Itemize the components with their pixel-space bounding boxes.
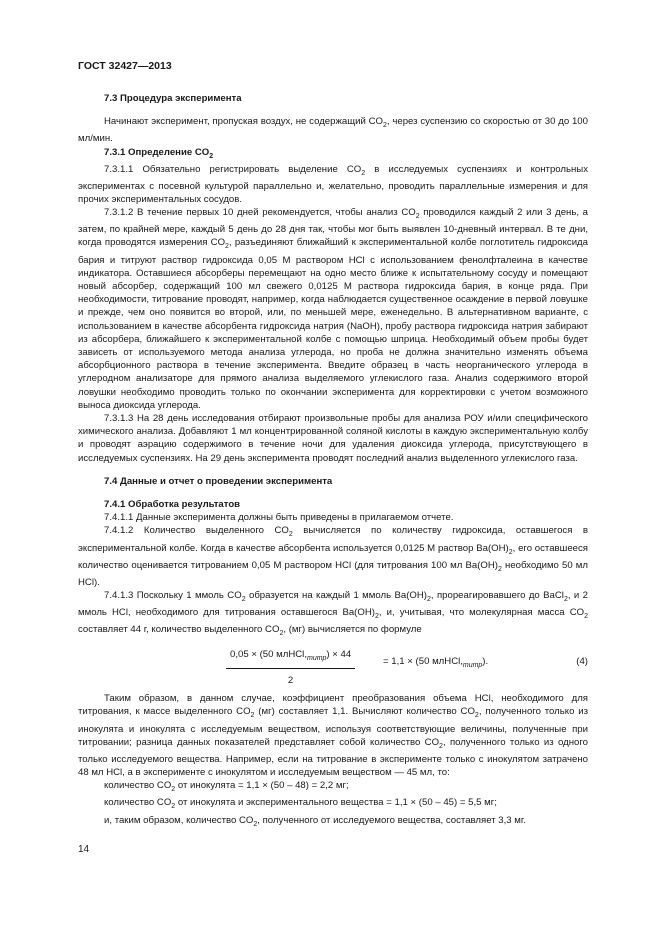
paragraph-7-3-1-1: 7.3.1.1 Обязательно регистрировать выделение $CO_2$ в исследуемых суспензиях и контрольных экспериментах с посевной культурой параллельно и, желательно, проводить параллельные измерения и для прочих экспериментальных сосудов. [78, 163, 588, 205]
paragraph-thus: Таким образом, в данном случае, коэффициент преобразования объема HCl, необходимого для титрования, к массе выделенного $CO_2$ (мг) составляет 1,1. Вычисляют количество $CO_2$, полученного только из инокулята и инокулята с исследуемым веществом, используя соответствующие величины, полученные при титровании; разница данных показателей представляет собой количество $CO_2$, полученного только из одного только исследуемого вещества. Например, если на титрование в эксперименте только с инокулятом затрачено 48 мл HCl, а в эксперименте с инокулятом и исследуемым веществом — 45 мл, то: [78, 693, 589, 779]
formula-number: (4) [576, 656, 588, 668]
paragraph-7-3-1-2: 7.3.1.2 В течение первых 10 дней рекомендуется, чтобы анализ $CO_2$ проводился каждый 2 или 3 день, а затем, по крайней мере, каждый 5 день до 28 дня так, чтобы мог быть выявлен 10-дневный интервал. В те дни, когда проводятся измерения $CO_2$, разъединяют ближайший к экспериментальной колбе поглотитель гидроксида бария и титруют раствор гидроксида 0,05 М раствором HCl с использованием фенолфталеина в качестве индикатора. Оставшиеся абсорберы перемещают на одно место ближе к испытательному сосуду и помещают новый абсорбер, содержащий 100 мл свежего 0,0125 М раствора гидроксида бария, в конце ряда. При необходимости, титрование проводят, например, когда наблюдается существенное осаждение в первой ловушке и прежде, чем оно появится во второй, или, по меньшей мере, еженедельно. В альтернативном варианте, с использованием в качестве абсорбента гидроксида натрия (NaOH), пробу раствора гидроксида натрия забирают из абсорбера, ближайшего к экспериментальной колбе с помощью шприца. Необходимый объем пробы будет зависеть от используемого метода анализа углерода, но проба не должна значительно изменять объема абсорбционного раствора в течение эксперимента. Введите образец в часть неорганического углерода в углеродном анализаторе для прямого анализа выделяемого углекислого газа. Анализ содержимого второй ловушки необходимо проводить только по окончании эксперимента для корректировки с учетом возможного выноса диоксида углерода. [78, 207, 588, 411]
page-number: 14 [78, 844, 90, 855]
section-7-3-heading: 7.3 Процедура эксперимента [104, 93, 242, 104]
formula-numerator: 0,05 × (50 $млHCl,_{титр}) \times 44$ [226, 648, 355, 669]
formula-4 [78, 646, 588, 687]
paragraph-7-4-1-1: 7.4.1.1 Данные эксперимента должны быть приведены в прилагаемом отчете. [104, 512, 454, 524]
section-7-3-1-heading: 7.3.1 Определение $CO_2$ [104, 146, 214, 160]
section-7-4-heading: 7.4 Данные и отчет о проведении эксперимента [104, 475, 333, 487]
document-code: ГОСТ 32427—2013 [78, 60, 172, 72]
calc-inoculum: количество $CO_2$ от инокулята = 1,1 × (50 – 48) = 2,2 мг; [104, 780, 349, 794]
formula-right-side: = 1,1 × (50 $млHCl,_{титр}$). [383, 656, 489, 670]
calc-inoculum-and-substance: количество $CO_2$ от инокулята и экспериментального вещества = 1,1 × (50 – 45) = 5,5 мг; [104, 797, 497, 811]
paragraph-intro: Начинают эксперимент, пропуская воздух, не содержащий $CO_2$, через суспензию со скоростью от 30 до 100 мл/мин. [78, 116, 588, 145]
formula-denominator: 2 [287, 675, 294, 687]
section-7-4-1-heading: 7.4.1 Обработка результатов [104, 499, 241, 511]
paragraph-7-3-1-3: 7.3.1.3 На 28 день исследования отбирают произвольные пробы для анализа РОУ и/или специфического химического анализа. Добавляют 1 мл концентрированной соляной кислоты в каждую экспериментальную колбу и проводят аэрацию содержимого в течение ночи для удаления диоксида углерода, присутствующего в исследуемых суспензиях. На 29 день эксперимента проводят последний анализ выделенного углекислого газа. [78, 413, 588, 464]
paragraph-7-4-1-2: 7.4.1.2 Количество выделенного $CO_2$ вычисляется по количеству гидроксида, оставшегося в экспериментальной колбе. Когда в качестве абсорбента используется 0,0125 М раствор $Ba(OH)_2$, его оставшееся количество оценивается титрованием 0,05 М раствором HCl (для титрования 100 мл $Ba(OH)_2$ необходимо 50 мл HCl). [78, 525, 589, 588]
paragraph-7-4-1-3: 7.4.1.3 Поскольку 1 ммоль $CO_2$ образуется на каждый 1 ммоль $Ba(OH)_2$, прореагировавшего до BaCl$_2$, и 2 ммоль HCl, необходимого для титрования оставшегося $Ba(OH)_2$, и, учитывая, что молекулярная масса $CO_2$ составляет 44 г, количество выделенного $CO_2$, (мг) вычисляется по формуле [78, 589, 588, 638]
formula-fraction [226, 648, 355, 687]
page-body [78, 92, 588, 831]
calc-substance-result: и, таким образом, количество $CO_2$, полученного от исследуемого вещества, составляет 3,3 мг. [104, 814, 526, 828]
